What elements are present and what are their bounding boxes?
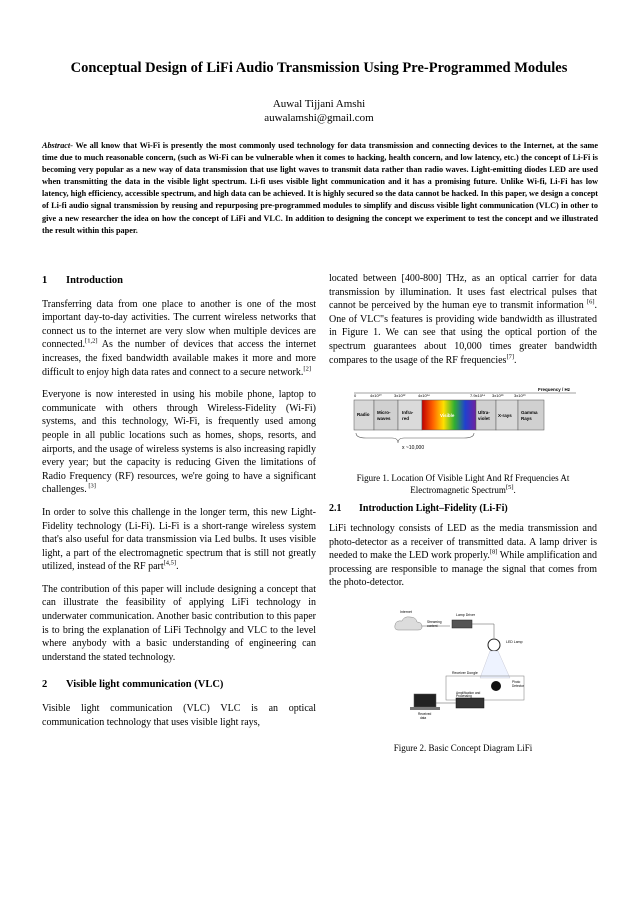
band-label: Ultra- [478,410,490,415]
text: . [176,561,179,573]
tick-label: 4x10¹⁰ [370,393,382,398]
tick-label: 7.9x10¹⁴ [470,393,486,398]
paper-title: Conceptual Design of LiFi Audio Transmission Using Pre-Programmed Modules [70,60,568,76]
author-block [0,97,638,125]
led-lamp-icon [488,639,500,651]
text: . One of VLC"s features is providing wide bandwidth as illustrated in Figure 1. We can see that using the optical portion of the spectrum guarantees about 10,000 times greater bandwidth compares to the usage of the RF frequencies [329,300,597,366]
diagram-label: Lamp Driver [456,613,476,617]
citation: [8] [489,548,498,556]
section-number: 1 [42,275,48,286]
cloud-icon [395,617,422,630]
text: . [514,354,517,366]
diagram-label: Processing [456,694,472,698]
text: Everyone is now interested in using his mobile phone, laptop to communicate with others through Wireless-Fidelity (Wi-Fi) systems, and this technology, Wi-Fi, is frequently used among people in all public locations such as homes, shops, resorts, and airports, and the usage of wireless systems is also increasing rapidly every year; but the capacity is reducing Given the limitations of Radio Frequency (RF) resources, we're going to have a significant challenges. [42,389,316,496]
citation: [7] [506,353,515,361]
subsection-2-1-heading [329,503,597,514]
connector [472,624,494,638]
section-title: Visible light communication (VLC) [66,679,224,691]
diagram-label: Amplification and [456,691,481,695]
section-number: 2 [42,679,48,691]
citation: [6] [586,298,595,306]
band-label: Radio [357,412,370,417]
band-microwaves [374,400,398,430]
text: Figure 1. Location Of Visible Light And Rf Frequencies At Electromagnetic Spectrum [356,473,570,495]
text: LiFi technology consists of LED as the media transmission and photo-detector as a receiver of transmitted data. A lamp driver is needed to make the LED work properly. [329,523,597,562]
diagram-label: Receiver Dongle [452,671,478,675]
brace [356,433,474,443]
band-label: Visible [440,413,455,418]
diagram-label: LED Lamp [506,640,523,644]
section-title: Introduction [66,275,123,286]
tick-label: 4x10¹⁴ [418,393,430,398]
section-1-heading [42,274,316,288]
subsection-number: 2.1 [329,503,342,514]
band-label: waves [377,416,391,421]
band-label: X-rays [498,413,512,418]
band-ultraviolet [476,400,496,430]
abstract-lead: Abstract- [42,141,73,150]
paragraph [42,506,316,574]
band-label: violet [478,416,490,421]
band-label: Infra- [402,410,414,415]
lifi-concept-diagram [394,608,554,723]
text: Transferring data from one place to another is one of the most important day-to-day activities. The current wireless networks that connect us to the internet are very slow when multiple devices are connected. [42,298,316,351]
band-label: Gamma [521,410,538,415]
diagram-label: Photo [512,680,521,684]
paragraph [42,298,316,380]
right-column-top [329,272,597,376]
tick-label: 3x10¹² [394,393,406,398]
paragraph: Visible light communication (VLC) VLC is an optical communication technology that uses visible light rays, [42,703,316,728]
text: In order to solve this challenge in the longer term, this new Light-Fidelity technology (Li-Fi). Li-Fi is a short-range wireless system that's also useful for data transmission via Led bulbs. It uses visible light, a part of the electromagnetic spectrum that is still not greatly utilized, instead of the RF part [42,506,316,573]
diagram-label: data [420,716,427,720]
text: . [513,485,516,495]
abstract-text: We all know that Wi-Fi is presently the most commonly used technology for data transmission and connecting devices to the Internet, at the same time due to much reasonable concern, (such as Wi-Fi can be vulnerable when it comes to hacking, health concern, and low latency, etc.) the concept of Li-Fi is becoming very popular as a new way of data transmission that use light waves to transmit data rather than radio waves. Light-emitting diodes LED are used when transmitting the data in the visible light spectrum. Li-fi uses visible light communication and it has a promising future. Unlike Wi-fi, Li-Fi has low latency, high efficiency, accessible spectrum, and high data can be achieved. It is highly secured so the data cannot be hacked. In this paper, we design a concept of Li-fi audio signal transmission by reusing and repurposing pre-programmed modules to simplify and discuss visible light communication (VLC) in other to give a new researcher the idea on how the concept of LiFi and VLC. In addition to designing the concept we experiment to test the concept and we illustrated the result within this paper. [42,141,598,235]
citation: [3] [86,482,96,490]
paragraph: The contribution of this paper will include designing a concept that can illustrate the feasibility of applying LiFi technology in underwater communication. Another basic contribution to this paper is to bring the explanation of LiFi Technolgy and VLC to the level where anybody with a basic understanding of engineering can understand the stated technology. [42,583,316,663]
band-label: Rays [521,416,532,421]
band-label: Micro- [377,410,391,415]
band-label: red [402,416,410,421]
abstract [42,140,598,237]
author-name: Auwal Tijjani Amshi [272,98,366,110]
amplification-module-icon [456,698,484,708]
diagram-label: Received [418,712,432,716]
subsection-title: Introduction Light–Fidelity (Li-Fi) [359,503,508,514]
citation: [1,2] [85,338,98,346]
left-column [42,274,316,738]
laptop-base [410,707,440,710]
paragraph [329,272,597,367]
subsection-paragraph [329,522,597,590]
band-gamma [518,400,544,430]
section-2-heading [42,678,316,692]
lamp-driver-icon [452,620,472,628]
tick-label: 3x10¹⁶ [492,393,504,398]
band-infrared [398,400,422,430]
diagram-label: Detector [512,684,525,688]
tick-label: 3x10¹⁹ [514,393,526,398]
brace-label: x ~10,000 [402,445,425,451]
light-cone [480,651,510,678]
text: As the number of devices that access the internet increases, the fixed bandwidth available makes it more and more difficult to enjoy high data rates and connect to a secure network. [42,339,316,378]
photo-detector-icon [491,681,501,691]
laptop-icon [414,694,436,707]
tick-label: 0 [354,393,357,398]
figure-2-caption: Figure 2. Basic Concept Diagram LiFi [393,743,533,753]
citation: [5] [505,484,514,491]
diagram-label: Streaming [427,620,442,624]
citation: [4,5] [163,559,177,567]
axis-label: Frequency / Hz [538,387,571,392]
diagram-label: content [427,624,438,628]
diagram-label: Internet [400,610,412,614]
text: located between [400-800] THz, as an optical carrier for data transmission by illumination. It uses fast electrical pulses that cannot be perceived by the human eye to transmit information [329,273,597,312]
paragraph [42,388,316,497]
spectrum-figure [352,385,580,455]
text: While amplification and processing are responsible to manage the signal that comes from the photo-detector. [329,550,597,589]
author-email: auwalamshi@gmail.com [264,112,374,124]
citation: [2] [303,365,311,373]
figure-1-caption [329,472,597,496]
